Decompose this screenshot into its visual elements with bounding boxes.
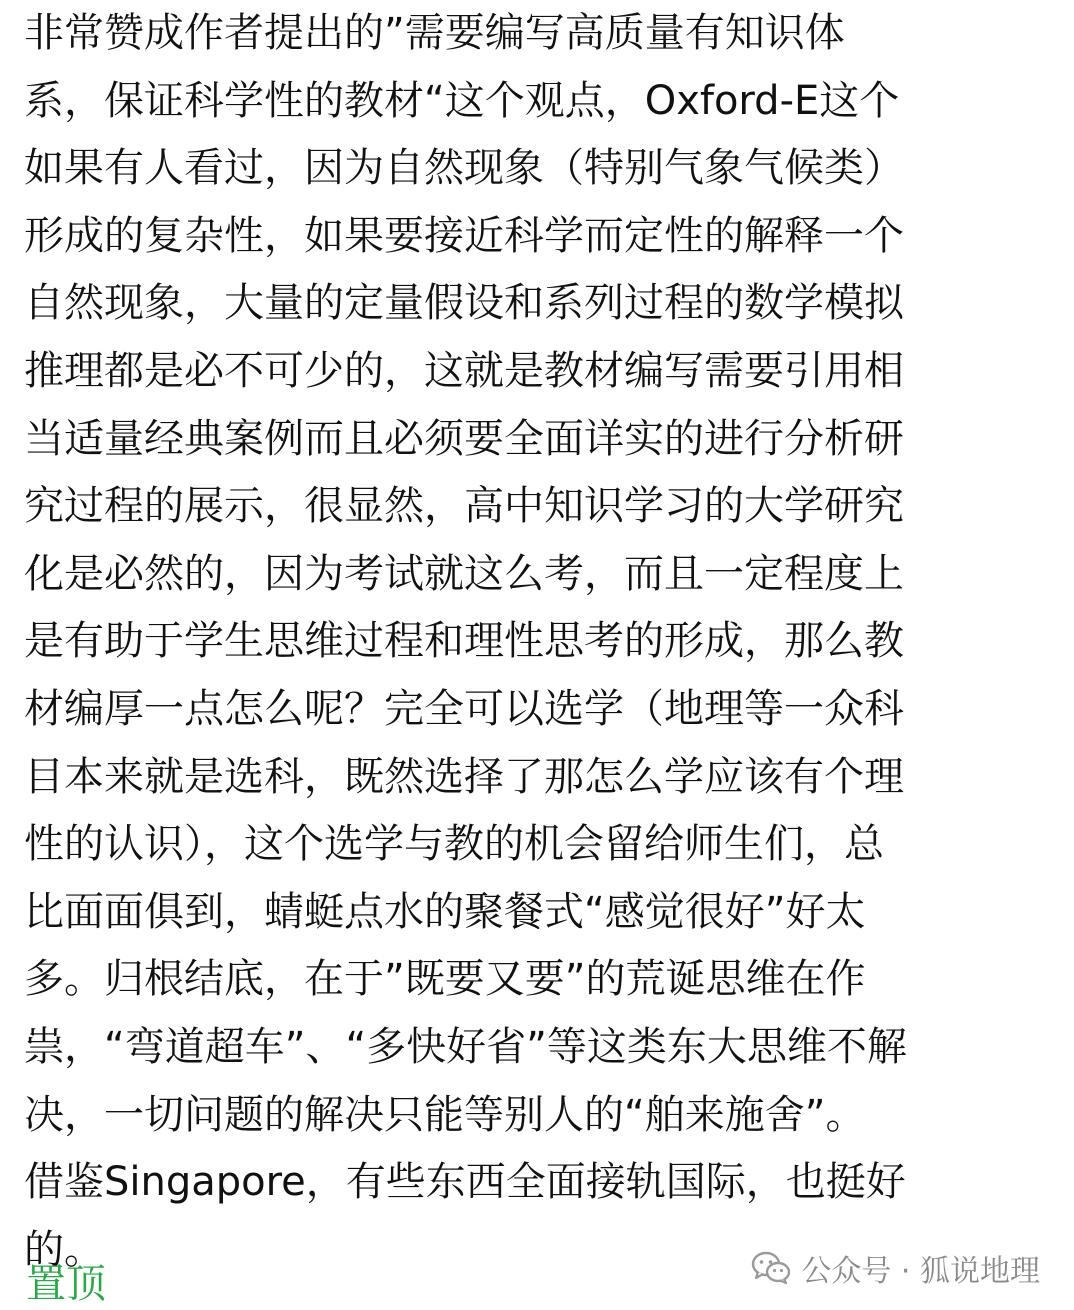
comment-footer	[0, 1238, 1074, 1310]
comment-line: 材编厚一点怎么呢？完全可以选学（地理等一众科	[24, 685, 904, 732]
comment-line: 借鉴Singapore，有些东西全面接轨国际，也挺好	[24, 1159, 906, 1206]
comment-line: 化是必然的，因为考试就这么考，而且一定程度上	[24, 550, 904, 597]
comment-line: 如果有人看过，因为自然现象（特别气象气候类）	[24, 145, 904, 192]
comment-line: 推理都是必不可少的，这就是教材编写需要引用相	[24, 347, 904, 394]
comment-line: 系，保证科学性的教材“这个观点，Oxford-E这个	[24, 77, 900, 124]
comment-body	[24, 0, 1024, 1284]
comment-line: 决，一切问题的解决只能等别人的“舶来施舍”。	[24, 1091, 866, 1138]
watermark-text: 公众号 · 狐说地理	[801, 1254, 1040, 1289]
pinned-label[interactable]: 置顶	[26, 1261, 106, 1307]
comment-line: 性的认识），这个选学与教的机会留给师生们，总	[24, 821, 884, 868]
comment-line: 是有助于学生思维过程和理性思考的形成，那么教	[24, 618, 904, 665]
comment-line: 目本来就是选科，既然选择了那怎么学应该有个理	[24, 753, 904, 800]
comment-line: 形成的复杂性，如果要接近科学而定性的解释一个	[24, 212, 904, 259]
account-watermark	[751, 1248, 1040, 1288]
comment-line: 非常赞成作者提出的”需要编写高质量有知识体	[24, 10, 845, 56]
comment-line: 多。归根结底，在于”既要又要”的荒诞思维在作	[24, 956, 866, 1003]
comment-line: 祟，“弯道超车”、“多快好省”等这类东大思维不解	[24, 1023, 907, 1070]
comment-line: 的。	[24, 1226, 104, 1273]
comment-line: 比面面俱到，蜻蜓点水的聚餐式“感觉很好”好太	[24, 888, 866, 935]
comment-line: 究过程的展示，很显然，高中知识学习的大学研究	[24, 483, 904, 530]
comment-line: 自然现象，大量的定量假设和系列过程的数学模拟	[24, 280, 904, 327]
comment-line: 当适量经典案例而且必须要全面详实的进行分析研	[24, 415, 904, 462]
wechat-icon	[751, 1251, 791, 1285]
